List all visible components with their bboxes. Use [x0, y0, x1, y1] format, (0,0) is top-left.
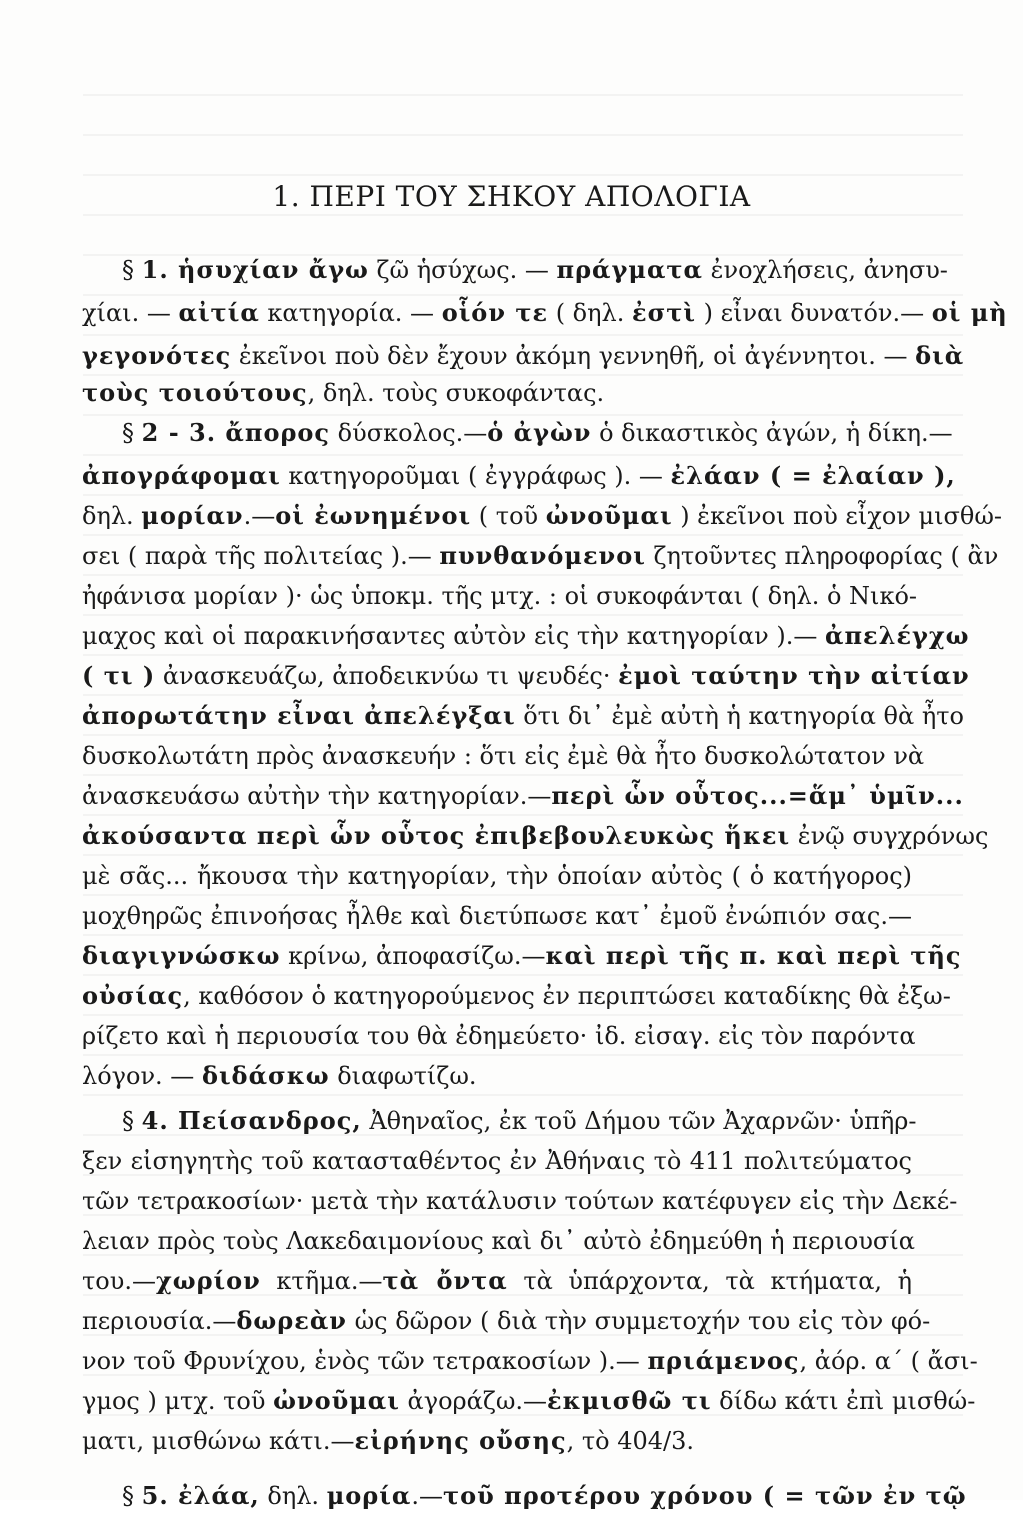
- gloss-text: μαχος καὶ οἱ παρακινήσαντες αὐτὸν εἰς τὴν κατηγορίαν ).—: [82, 622, 825, 650]
- text-line: [82, 899, 912, 933]
- lemma-term: ἐμοὶ ταύτην τὴν αἰτίαν: [618, 661, 970, 690]
- gloss-text: §: [122, 1482, 142, 1510]
- text-line: [122, 416, 953, 450]
- lemma-term: 4. Πείσανδρος,: [141, 1106, 362, 1135]
- lemma-term: πριάμενος: [647, 1346, 800, 1375]
- gloss-text: ζητοῦντες πληροφορίας ( ἂν: [645, 542, 999, 570]
- text-line: [122, 253, 948, 287]
- gloss-text: §: [122, 1107, 142, 1135]
- lemma-term: ἐλάαν ( = ἐλαίαν ),: [670, 461, 956, 490]
- gloss-text: δύσκολος.—: [330, 419, 488, 447]
- text-line: [82, 659, 970, 693]
- gloss-text: ὅτι δι᾽ ἐμὲ αὐτὴ ἡ κατηγορία θὰ ἦτο: [515, 702, 964, 730]
- lemma-term: ( τι ): [82, 661, 156, 690]
- text-line: [82, 779, 964, 813]
- lemma-term: οἱ μὴ: [931, 298, 1008, 327]
- lemma-term: μορία: [326, 1481, 412, 1510]
- gloss-text: περιουσία.—: [82, 1307, 237, 1335]
- gloss-text: ) εἶναι δυνατόν.—: [696, 299, 932, 327]
- gloss-text: .—: [243, 502, 276, 530]
- gloss-text: λόγον. —: [82, 1062, 202, 1090]
- text-line: [82, 1304, 931, 1338]
- gloss-text: ἀνασκευάζω, ἀποδεικνύω τι ψευδές·: [155, 662, 619, 690]
- gloss-text: .—: [411, 1482, 443, 1510]
- text-line: [82, 739, 925, 773]
- lemma-term: 5. ἐλάα,: [141, 1481, 260, 1510]
- lemma-term: πυνθανόμενοι: [439, 541, 646, 570]
- gloss-text: νον τοῦ Φρυνίχου, ἑνὸς τῶν τετρακοσίων ).—: [82, 1347, 648, 1375]
- gloss-text: ἠφάνισα μορίαν )· ὡς ὑποκμ. τῆς μτχ. : οἱ συκοφάνται ( δηλ. ὁ Νικό-: [82, 582, 918, 610]
- gloss-text: , τὸ 404/3.: [566, 1427, 694, 1455]
- gloss-text: Ἀθηναῖος, ἐκ τοῦ Δήμου τῶν Ἀχαρνῶν· ὑπῆρ-: [361, 1107, 917, 1135]
- text-line: [82, 1144, 912, 1178]
- gloss-text: ζῶ ἡσύχως. —: [368, 256, 557, 284]
- lemma-term: τοὺς τοιούτους: [82, 378, 308, 407]
- text-line: [82, 619, 970, 653]
- text-line: [82, 699, 964, 733]
- lemma-term: εἰρήνης οὔσης: [354, 1426, 567, 1455]
- text-line: [82, 939, 962, 973]
- gloss-text: κατηγορία. —: [259, 299, 442, 327]
- gloss-text: ἀνασκευάσω αὐτὴν τὴν κατηγορίαν.—: [82, 782, 552, 810]
- text-line: [82, 1264, 912, 1298]
- lemma-term: διαγιγνώσκω: [82, 941, 281, 970]
- lemma-term: ἐστὶ: [631, 298, 697, 327]
- lemma-term: τοῦ προτέρου χρόνου ( = τῶν ἐν τῷ: [442, 1481, 967, 1510]
- lemma-term: περὶ ὧν οὗτος...=ἅμ᾽ ὑμῖν...: [551, 781, 964, 810]
- text-line: [82, 979, 951, 1013]
- gloss-text: , καθόσον ὁ κατηγορούμενος ἐν περιπτώσει καταδίκης θὰ ἐξω-: [183, 982, 951, 1010]
- text-line: [122, 1479, 967, 1513]
- text-line: [82, 499, 1002, 533]
- gloss-text: §: [122, 256, 142, 284]
- gloss-text: ξεν εἰσηγητὴς τοῦ κατασταθέντος ἐν Ἀθήναις τὸ 411 πολιτεύματος: [82, 1147, 912, 1175]
- text-line: [82, 339, 965, 373]
- text-line: [82, 539, 999, 573]
- gloss-text: κατηγοροῦμαι ( ἐγγράφως ). —: [280, 462, 671, 490]
- gloss-text: δηλ.: [82, 502, 142, 530]
- gloss-text: μοχθηρῶς ἐπινοήσας ἦλθε καὶ διετύπωσε κατ᾽ ἐμοῦ ἐνώπιόν σας.—: [82, 902, 912, 930]
- lemma-term: αἰτία: [178, 298, 260, 327]
- text-line: [82, 579, 918, 613]
- lemma-term: οἱ ἐωνημένοι: [275, 501, 472, 530]
- lemma-term: ἀπορωτάτην εἶναι ἀπελέγξαι: [82, 701, 516, 730]
- lemma-term: διὰ: [915, 341, 965, 370]
- lemma-term: καὶ περὶ τῆς π. καὶ περὶ τῆς: [545, 941, 962, 970]
- gloss-text: ( δηλ.: [548, 299, 632, 327]
- gloss-text: , δηλ. τοὺς συκοφάντας.: [307, 379, 605, 407]
- text-line: [82, 1424, 912, 1458]
- lemma-term: τὰ ὄντα: [382, 1266, 508, 1295]
- text-line: [82, 1224, 915, 1258]
- text-line: [82, 859, 912, 893]
- text-line: [82, 1059, 912, 1093]
- text-line: [82, 1184, 958, 1218]
- gloss-text: ὡς δῶρον ( διὰ τὴν συμμετοχήν του εἰς τὸν φό-: [346, 1307, 931, 1335]
- chapter-heading: 1. ΠΕΡΙ ΤΟΥ ΣΗΚΟΥ ΑΠΟΛΟΓΙΑ: [272, 180, 751, 213]
- lemma-term: χωρίον: [155, 1266, 261, 1295]
- gloss-text: ( τοῦ: [471, 502, 546, 530]
- gloss-text: τῶν τετρακοσίων· μετὰ τὴν κατάλυσιν τούτων κατέφυγεν εἰς τὴν Δεκέ-: [82, 1187, 958, 1215]
- lemma-term: ὁ ἀγὼν: [487, 418, 592, 447]
- gloss-text: ἐκεῖνοι ποὺ δὲν ἔχουν ἀκόμη γεννηθῆ, οἱ ἀγέννητοι. —: [231, 342, 916, 370]
- gloss-text: ἀγοράζω.—: [399, 1387, 548, 1415]
- gloss-text: δυσκολωτάτη πρὸς ἀνασκευήν : ὅτι εἰς ἐμὲ θὰ ἦτο δυσκολώτατον νὰ: [82, 742, 925, 770]
- gloss-text: , ἀόρ. α΄ ( ἄσι-: [799, 1347, 978, 1375]
- text-line: [82, 1019, 916, 1053]
- gloss-text: κρίνω, ἀποφασίζω.—: [280, 942, 546, 970]
- lemma-term: διδάσκω: [201, 1061, 330, 1090]
- lemma-term: πράγματα: [556, 255, 704, 284]
- lemma-term: ἀπελέγχω: [825, 621, 970, 650]
- gloss-text: ρίζετο καὶ ἡ περιουσία του θὰ ἐδημεύετο· ἰδ. εἰσαγ. εἰς τὸν παρόντα: [82, 1022, 916, 1050]
- text-line: [82, 296, 1008, 330]
- gloss-text: ἐνῷ συγχρόνως: [790, 822, 989, 850]
- lemma-term: 2 - 3. ἄπορος: [141, 418, 331, 447]
- text-line: [82, 376, 912, 410]
- text-line: [82, 819, 989, 853]
- gloss-text: κτῆμα.—: [260, 1267, 383, 1295]
- gloss-text: διαφωτίζω.: [329, 1062, 477, 1090]
- gloss-text: σει ( παρὰ τῆς πολιτείας ).—: [82, 542, 440, 570]
- gloss-text: λειαν πρὸς τοὺς Λακεδαιμονίους καὶ δι᾽ αὐτὸ ἐδημεύθη ἡ περιουσία: [82, 1227, 915, 1255]
- lemma-term: ὠνοῦμαι: [273, 1386, 400, 1415]
- lemma-term: οἷόν τε: [441, 298, 549, 327]
- gloss-text: τὰ ὑπάρχοντα, τὰ κτήματα, ἡ: [507, 1267, 912, 1295]
- gloss-text: §: [122, 419, 142, 447]
- lemma-term: οὐσίας: [82, 981, 184, 1010]
- lemma-term: ἀπογράφομαι: [82, 461, 281, 490]
- gloss-text: ) ἐκεῖνοι ποὺ εἶχον μισθώ-: [672, 502, 1002, 530]
- lemma-term: δωρεὰν: [236, 1306, 347, 1335]
- gloss-text: δίδω κάτι ἐπὶ μισθώ-: [711, 1387, 976, 1415]
- gloss-text: χίαι. —: [82, 299, 179, 327]
- lemma-term: γεγονότες: [82, 341, 232, 370]
- gloss-text: γμος ) μτχ. τοῦ: [82, 1387, 274, 1415]
- lemma-term: ἐκμισθῶ τι: [547, 1386, 712, 1415]
- gloss-text: δηλ.: [259, 1482, 327, 1510]
- lemma-term: μορίαν: [141, 501, 244, 530]
- gloss-text: ματι, μισθώνω κάτι.—: [82, 1427, 355, 1455]
- text-line: [122, 1104, 917, 1138]
- lemma-term: ὠνοῦμαι: [545, 501, 673, 530]
- lemma-term: 1. ἡσυχίαν ἄγω: [141, 255, 369, 284]
- gloss-text: του.—: [82, 1267, 156, 1295]
- gloss-text: ἐνοχλήσεις, ἀνησυ-: [703, 256, 948, 284]
- text-line: [82, 1344, 978, 1378]
- lemma-term: ἀκούσαντα περὶ ὧν οὗτος ἐπιβεβουλευκὼς ἥκει: [82, 821, 791, 850]
- text-line: [82, 1384, 976, 1418]
- gloss-text: ὁ δικαστικὸς ἀγών, ἡ δίκη.—: [591, 419, 953, 447]
- gloss-text: μὲ σᾶς... ἤκουσα τὴν κατηγορίαν, τὴν ὁποίαν αὐτὸς ( ὁ κατήγορος): [82, 862, 912, 890]
- text-line: [82, 459, 956, 493]
